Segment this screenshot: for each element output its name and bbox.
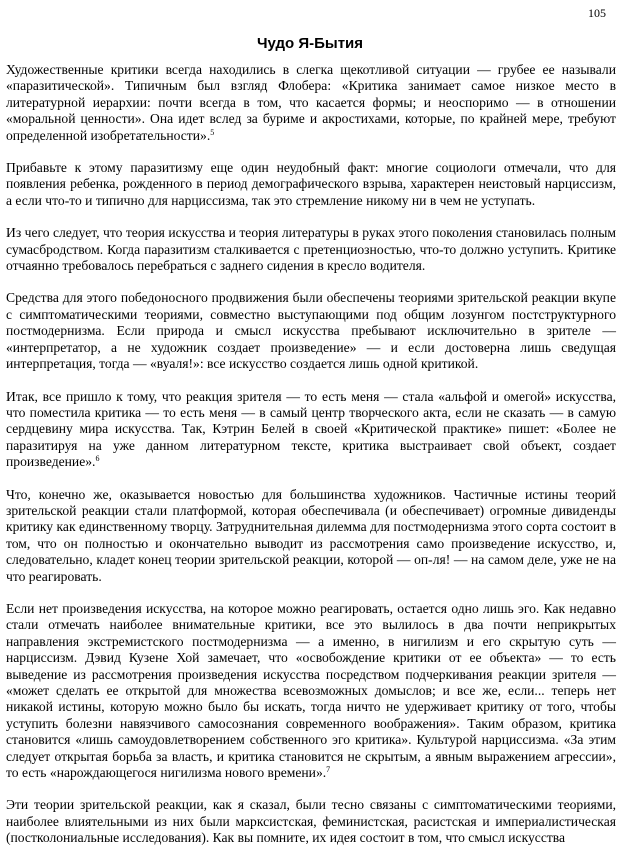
footnote-marker[interactable]: 7 bbox=[326, 765, 331, 775]
paragraph bbox=[6, 290, 616, 372]
paragraph-text: Художественные критики всегда находились в слегка щекотливой ситуации — грубее ее называли «паразитической». Типичным был взгляд Флобера: «Критика занимает самое низкое место в литературной иерархии: почти всегда в том, что касается формы; и неоспоримо — в отношении «моральной ценности». Она идет вслед за буриме и акростихами, которые, по крайней мере, требуют определенной изобретательности». bbox=[6, 62, 616, 143]
paragraph bbox=[6, 797, 616, 846]
paragraph-text: Что, конечно же, оказывается новостью для большинства художников. Частичные истины теорий зрительской реакции стали платформой, которая обеспечивала (и обеспечивает) огромные дивиденды критику как единственному творцу. Затруднительная дилемма для постмодернизма этого сорта состоит в том, что он полностью и окончательно выводит из рассмотрения само произведение искусство, и, следовательно, кладет конец теории зрительской реакции, которой — оп-ля! — на самом деле, уже не на что реагировать. bbox=[6, 486, 616, 584]
page-number: 105 bbox=[588, 6, 606, 20]
paragraph bbox=[6, 389, 616, 471]
paragraph-text: Если нет произведения искусства, на которое можно реагировать, остается одно лишь эго. Как недавно стали отмечать наиболее внимательные критики, все это вылилось в два почти неприкрытых направления экстремистского постмодернизма — а именно, в нигилизм и его скрытую суть — нарциссизм. Дэвид Кузене Хой замечает, что «освобождение критики от ее объекта» — то есть выведение из рассмотрения произведения искусства посредством подчеркивания реакции зрителя — «может сделать ее открытой для множества всевозможных домыслов; и все же, если... теперь нет никакой истины, которую можно было бы искать, тогда ничто не удерживает критику от того, чтобы уступить болезни навязчивого самосознания современного воображения». Таким образом, критика становится «лишь самоудовлетворением собственного эго критика». Культурой нарциссизма. «За этим следует открытая борьба за власть, и критика становится не скрытым, а явным выражением агрессии», то есть «нарождающегося нигилизма нового времени». bbox=[6, 600, 616, 781]
paragraph-text: Итак, все пришло к тому, что реакция зрителя — то есть меня — стала «альфой и омегой» искусства, что поместила критика — то есть меня — в самый центр творческого акта, если не сказать — в самую сердцевину мира искусства. Так, Кэтрин Белей в своей «Критической практике» пишет: «Более не паразитируя на уже данном литературном тексте, критика выстраивает свой объект, создает произведение». bbox=[6, 388, 616, 470]
body-text bbox=[6, 62, 616, 863]
footnote-marker[interactable]: 6 bbox=[95, 454, 100, 464]
paragraph bbox=[6, 487, 616, 585]
paragraph-text: Из чего следует, что теория искусства и теория литературы в руках этого поколения становилась полным сумасбродством. Когда паразитизм сталкивается с претенциозностью, что-то должно уступить. Критике отчаянно требовалось перебраться с заднего сидения в кресло водителя. bbox=[6, 225, 616, 274]
chapter-title: Чудо Я-Бытия bbox=[256, 35, 364, 52]
footnote-marker[interactable]: 5 bbox=[210, 127, 215, 137]
paragraph bbox=[6, 160, 616, 209]
paragraph-text: Прибавьте к этому паразитизму еще один неудобный факт: многие социологи отмечали, что для появления ребенка, рожденного в период демографического взрыва, характерен неистовый нарциссизм, а если что-то и типично для нарциссизма, так это стремление никому ни в чем не уступать. bbox=[6, 160, 616, 208]
paragraph bbox=[6, 62, 616, 144]
paragraph bbox=[6, 601, 616, 781]
paragraph bbox=[6, 225, 616, 274]
paragraph-text: Эти теории зрительской реакции, как я сказал, были тесно связаны с симптоматическими теориями, наиболее влиятельными из них были марксистская, феминистская, расистская и империалистическая (постколониальные исследования). Как вы помните, их идея состоит в том, что смысл искусства bbox=[6, 797, 616, 846]
paragraph-text: Средства для этого победоносного продвижения были обеспечены теориями зрительской реакции вкупе с симптоматическими теориями, совместно выступающими под общим лозунгом постструктурного постмодернизма. Если природа и смысл искусства пребывают исключительно в зрителе — «интерпретатор, а не художник создает произведение» — и если достоверна лишь сведущая интерпретация, тогда — «вуаля!»: все искусство создается лишь одной критикой. bbox=[6, 290, 616, 372]
